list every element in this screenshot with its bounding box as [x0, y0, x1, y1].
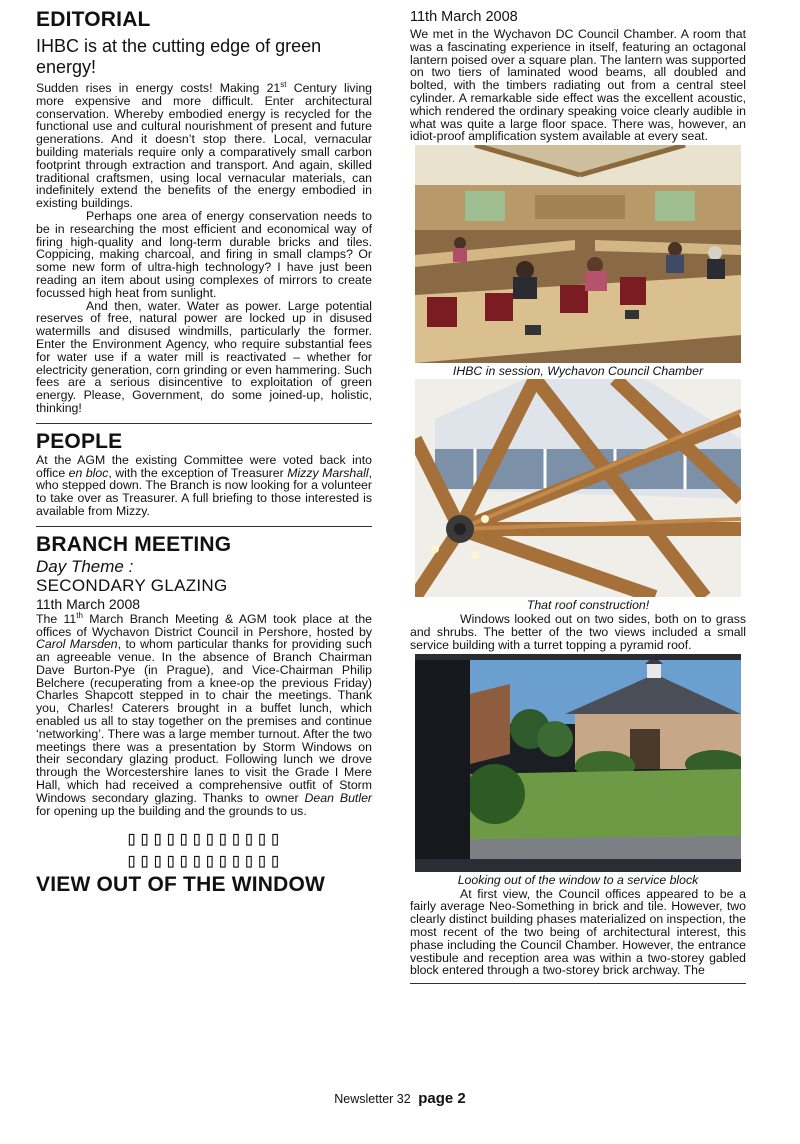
newsletter-label: Newsletter 32 [334, 1092, 411, 1106]
chamber-paragraph: We met in the Wychavon DC Council Chamber. A room that was a fascinating experience in itself, featuring an octagonal lantern poised over a square plan. The lantern was supported on two tiers of laminated wood beams, all doubled and bolted, with the timbers radiating out from a central steel cylinder. A remarkable side effect was the excellent acoustic, which rendered the ordinary speaking voice clearly audible in what was quite a large floor space. There was, however, an idiot-proof amplification system available at every seat. [410, 27, 746, 144]
view-out-heading: VIEW OUT OF THE WINDOW [36, 873, 326, 897]
day-theme-value: SECONDARY GLAZING [36, 575, 228, 595]
divider [410, 983, 746, 984]
page-footer [0, 1090, 800, 1107]
divider [36, 526, 372, 527]
left-column [36, 8, 372, 897]
editorial-paragraph-1: Sudden rises in energy costs! Making 21st Century living more expensive and more difficult. Enter architectural conservation. Whereby embodied energy is recycled for the functional use and cultural nourishment of present and future generations. And it doesn’t stop there. Local, vernacular building materials require only a comparatively small carbon footprint through extraction and transport. And again, skilled traditional craftsmen, using local vernacular materials, can indefinitely extend the benefits of the energy embodied in existing buildings. [36, 79, 372, 211]
caption-window: Looking out of the window to a service block [457, 872, 699, 887]
branch-date: 11th March 2008 [36, 595, 141, 612]
council-offices-paragraph: At first view, the Council offices appeared to be a fairly average Neo-Something in brick and tile. However, two clearly distinct building phases materialized on inspection, the most recent of the two being of architectural interest, this phase including the Council Chamber. However, the entrance vestibule and reception area was within a two-storey gabled block entered through a two-storey brick archway. The [410, 886, 746, 978]
right-column [410, 8, 746, 990]
editorial-paragraph-3: And then, water. Water as power. Large potential reserves of free, natural power are locked up in disused watermills and disused windmills, particularly the former. Enter the Environment Agency, who require substantial fees for water use if a water mill is reactivated – whether for electricity generation, corn grinding or even hammering. Such fees are a serious disincentive to exploitation of green energy. Please, Government, do some joined-up, holistic, thinking! [36, 298, 372, 415]
people-heading: PEOPLE [36, 429, 123, 453]
divider [36, 423, 372, 424]
editorial-subheading: IHBC is at the cutting edge of green energy! [36, 36, 322, 77]
day-theme-label: Day Theme : [36, 556, 134, 576]
missing-glyphs-line-1: ▯▯▯▯▯▯▯▯▯▯▯▯ [125, 826, 283, 851]
editorial-paragraph-2: Perhaps one area of energy conservation needs to be in researching the most efficient and economical way of firing high-quality and long-term durable bricks and tiles. Coppicing, making charcoal, and firing in small clamps? Or some new form of ultra-high technology? I have just been reading an item about using complexes of mirrors to create focussed high heat from sunlight. [36, 208, 372, 300]
branch-paragraph: The 11th March Branch Meeting & AGM took place at the offices of Wychavon District Council in Pershore, hosted by Carol Marsden, to whom particular thanks for providing such an agreeable venue. In the absence of Branch Chairman Dave Burton-Pye (in Prague), and Vice-Chairman Philip Belchere (recuperating from a knee-op the previous Friday) Charles Shapcott stepped in to chair the meetings. Thank you, Charles! Caterers brought in a buffet lunch, which enabled us all to stay together on the premises and continue ‘networking’. There was a large member turnout. After the two meetings there was a presentation by Storm Windows on their secondary glazing product. Following lunch we drove through the Worcestershire lanes to visit the Grade I Mere Hall, which had received a comprehensive outfit of Storm Windows secondary glazing. Thanks to owner Dean Butler for opening up the building and the grounds to us. [36, 610, 373, 818]
windows-paragraph: Windows looked out on two sides, both on to grass and shrubs. The better of the two views included a small service building with a turret topping a pyramid roof. [410, 612, 746, 652]
right-date: 11th March 2008 [410, 9, 518, 25]
roof-construction-photo [415, 379, 741, 597]
caption-chamber: IHBC in session, Wychavon Council Chamber [452, 364, 704, 379]
page-number: page 2 [418, 1090, 466, 1107]
missing-glyphs-line-2: ▯▯▯▯▯▯▯▯▯▯▯▯ [125, 848, 283, 873]
service-block-photo [415, 654, 741, 872]
caption-roof: That roof construction! [526, 598, 650, 613]
people-paragraph: At the AGM the existing Committee were voted back into office en bloc, with the exception of Treasurer Mizzy Marshall, who stepped down. The Branch is now looking for a volunteer to take over as Treasurer. A full briefing to those interested is available from Mizzy. [36, 452, 372, 518]
editorial-heading: EDITORIAL [36, 8, 151, 31]
branch-meeting-heading: BRANCH MEETING [36, 532, 232, 556]
council-chamber-photo [415, 145, 741, 363]
